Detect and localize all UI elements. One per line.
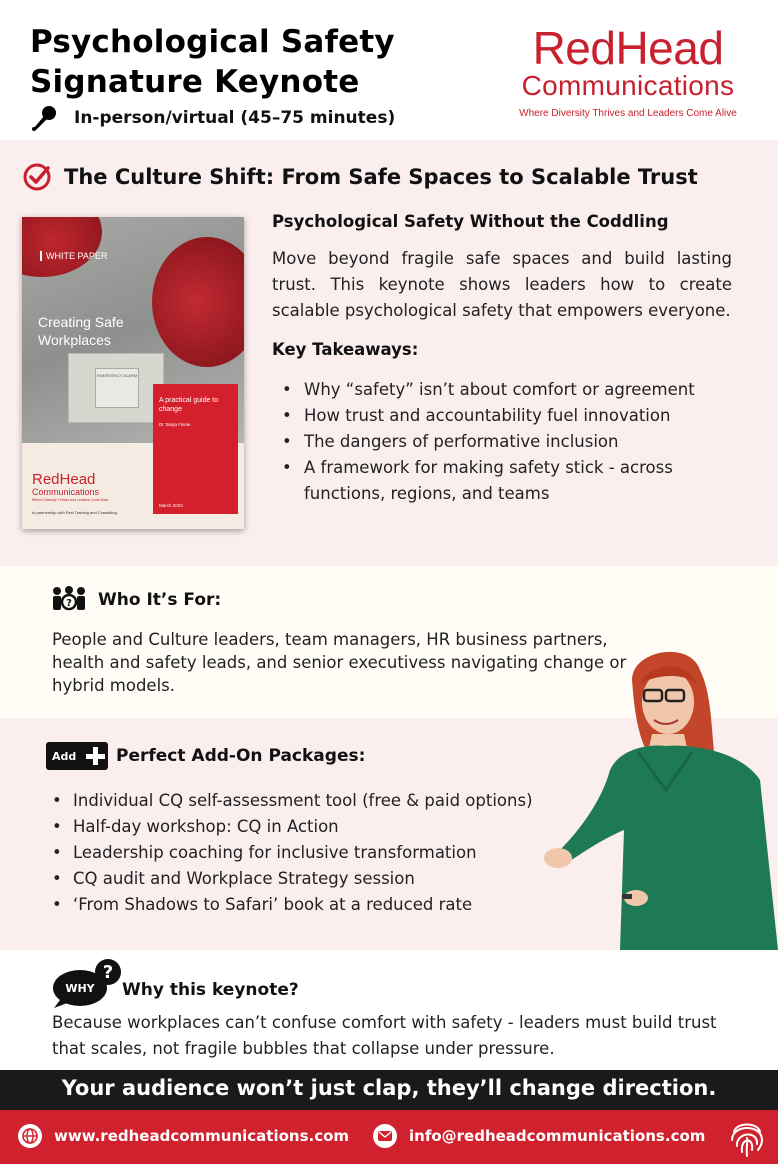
cover-logo-tagline: Where Diversity Thrives and Leaders Come Alive [32,498,109,502]
cover-guide: A practical guide to change [159,397,219,413]
speaker-photo [540,640,778,950]
website-link[interactable] [18,1124,349,1148]
list-item: • ‘From Shadows to Safari’ book at a reduced rate [52,892,533,918]
list-item: • Half-day workshop: CQ in Action [52,814,533,840]
list-item: • Leadership coaching for inclusive transformation [52,840,533,866]
intro-paragraph: Move beyond fragile safe spaces and build lasting trust. This keynote shows leaders how to create scalable psychological safety that empowers everyone. [272,249,732,320]
why-title: Why this keynote? [122,980,299,1000]
takeaways-list [272,377,732,507]
globe-icon [18,1124,42,1148]
cover-red-box [153,384,238,514]
cover-date: March 2023 [159,503,183,508]
why-section [0,950,778,1070]
format-text: In-person/virtual (45–75 minutes) [74,108,396,128]
alarm-graphic [68,353,164,423]
cover-title-line-2: Workplaces [38,332,111,348]
subheading: Psychological Safety Without the Coddling [272,212,669,231]
list-item: • How trust and accountability fuel innovation [282,403,732,429]
check-circle-icon [22,162,52,192]
culture-shift-section [0,140,778,566]
email-text[interactable]: info@redheadcommunications.com [409,1127,706,1145]
audience-text: People and Culture leaders, team managers, HR business partners, health and safety leads, and senior executivess navigating change or hybrid models. [52,630,627,695]
svg-text:?: ? [102,962,114,983]
cover-label: WHITE PAPER [40,251,107,261]
cover-author: Dr Tanya Finnie [159,422,191,427]
plus-icon [82,743,108,769]
list-item: • Individual CQ self-assessment tool (free & paid options) [52,788,533,814]
title-line-1: Psychological Safety [30,24,395,60]
logo-line-2: Communications [521,70,735,101]
website-text[interactable]: www.redheadcommunications.com [54,1127,350,1145]
why-speech-bubble-icon [52,956,122,1008]
cover-logo-line-1: RedHead [32,471,96,488]
list-item: • Why “safety” isn’t about comfort or agreement [282,377,732,403]
group-icon [52,586,86,614]
addons-title: Perfect Add-On Packages: [116,746,366,766]
hard-hat-graphic [152,237,244,367]
cover-partner: In partnership with First Training and Consulting [32,510,117,515]
add-badge-label: Add [52,749,77,763]
audience-heading [52,586,221,614]
list-item: • The dangers of performative inclusion [282,429,732,455]
fingerprint-icon [728,1116,766,1158]
logo-tagline: Where Diversity Thrives and Leaders Come Alive [519,108,737,119]
title-line-2: Signature Keynote [30,64,360,100]
addons-heading [46,742,365,770]
list-item: • A framework for making safety stick - across functions, regions, and teams [282,455,732,507]
hard-hat-graphic [22,217,102,277]
footer [0,1110,778,1164]
header [0,0,778,140]
company-logo [506,22,750,119]
cover-title-line-1: Creating Safe [38,314,124,330]
why-bubble-label: WHY [65,982,95,995]
list-item: • CQ audit and Workplace Strategy session [52,866,533,892]
section-title: The Culture Shift: From Safe Spaces to Scalable Trust [64,165,698,189]
svg-text:?: ? [66,598,72,609]
cover-logo-line-2: Communications [32,487,100,497]
microphone-icon [30,104,58,132]
mail-icon [373,1124,397,1148]
why-text: Because workplaces can’t confuse comfort with safety - leaders must build trust that scales, not fragile bubbles that collapse under pressure. [52,1013,717,1058]
cover-title [38,313,124,349]
takeaways-heading: Key Takeaways: [272,340,419,359]
add-badge [46,742,108,770]
page-title [30,22,395,102]
cover-logo [32,472,108,502]
tagline-banner: Your audience won’t just clap, they’ll change direction. [0,1070,778,1110]
culture-shift-text [272,210,732,507]
logo-line-1: RedHead [532,22,724,74]
section-heading [22,162,698,192]
email-link[interactable] [373,1124,705,1148]
audience-title: Who It’s For: [98,590,222,610]
format-line [30,104,395,132]
addons-list [52,788,533,918]
white-paper-cover [22,217,244,529]
alarm-label: EMERGENCY ALARM [95,368,139,408]
